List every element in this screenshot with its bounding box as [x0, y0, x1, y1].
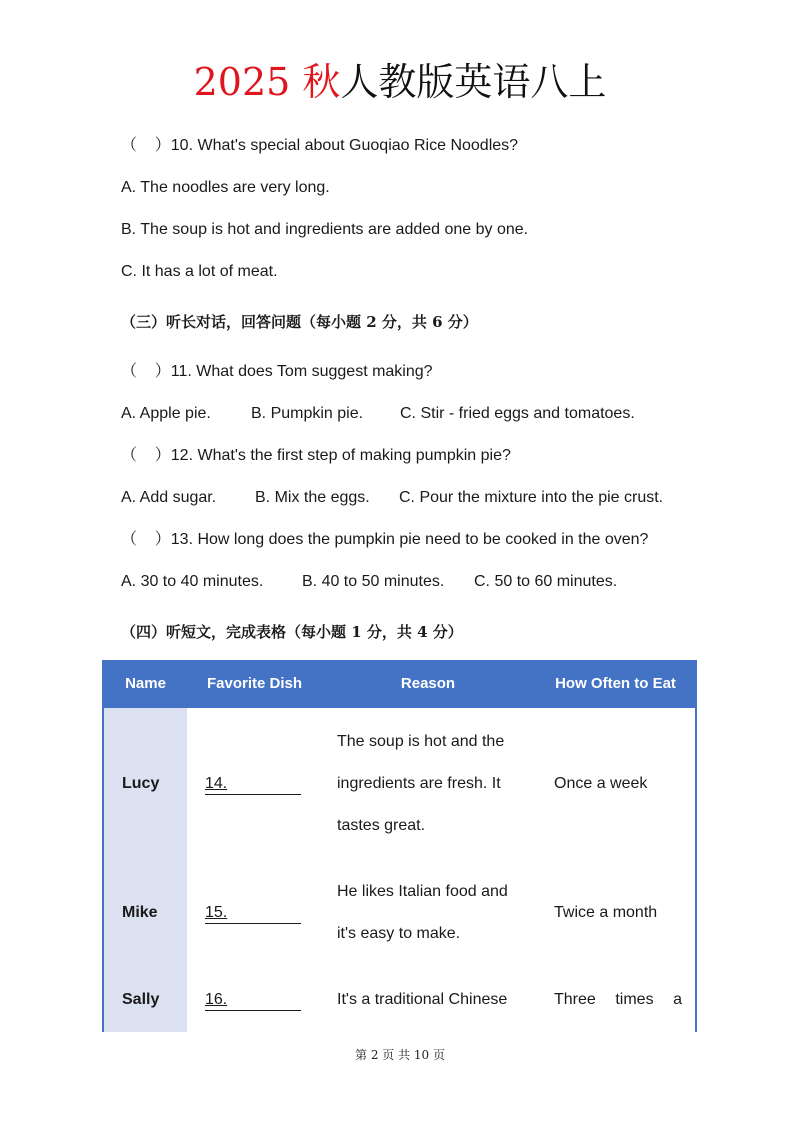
- question-11-option-a: A. Apple pie.: [121, 405, 211, 422]
- question-12-option-c: C. Pour the mixture into the pie crust.: [399, 489, 664, 506]
- question-13-option-b: B. 40 to 50 minutes.: [302, 573, 445, 590]
- question-13-stem: （ ）13. How long does the pumpkin pie need to be cooked in the oven?: [121, 531, 649, 548]
- question-10-option-c: C. It has a lot of meat.: [121, 263, 278, 280]
- dish-table: [102, 660, 697, 1032]
- header-name: Name: [125, 675, 166, 692]
- header-how-often: How Often to Eat: [555, 675, 676, 692]
- reason-line: The soup is hot and the: [337, 733, 505, 750]
- section-4-heading: （四）听短文，完成表格（每小题 1 分，共 4 分）: [121, 623, 463, 641]
- header-reason: Reason: [400, 675, 456, 692]
- reason-line: it's easy to make.: [337, 925, 461, 942]
- question-11-option-c: C. Stir - fried eggs and tomatoes.: [400, 405, 635, 422]
- question-10-option-a: A. The noodles are very long.: [121, 179, 330, 196]
- row-sally-reason: [337, 979, 519, 1021]
- question-10-stem: （ ）10. What's special about Guoqiao Rice Noodles?: [121, 137, 519, 154]
- row-mike-blank[interactable]: [205, 892, 301, 934]
- answer-blank-14[interactable]: 14.: [205, 774, 301, 795]
- title-year: 2025 秋: [193, 60, 341, 104]
- page-title: [0, 56, 800, 108]
- question-13-option-c: C. 50 to 60 minutes.: [474, 573, 618, 590]
- question-12-option-a: A. Add sugar.: [121, 489, 217, 506]
- row-sally-frequency: Three times a: [554, 991, 682, 1008]
- row-sally-blank[interactable]: [205, 979, 301, 1021]
- row-sally-name: Sally: [122, 991, 160, 1008]
- answer-blank-16[interactable]: 16.: [205, 990, 301, 1011]
- row-lucy-blank[interactable]: [205, 763, 301, 805]
- question-12-stem: （ ）12. What's the first step of making pumpkin pie?: [121, 447, 511, 464]
- page-footer: 第 2 页 共 10 页: [355, 1048, 445, 1062]
- question-11-option-b: B. Pumpkin pie.: [251, 405, 364, 422]
- question-13-option-a: A. 30 to 40 minutes.: [121, 573, 264, 590]
- reason-line: tastes great.: [337, 817, 426, 834]
- question-12-option-b: B. Mix the eggs.: [255, 489, 370, 506]
- question-10-option-b: B. The soup is hot and ingredients are added one by one.: [121, 221, 529, 238]
- row-lucy-reason: [337, 721, 519, 847]
- reason-line: It's a traditional Chinese: [337, 991, 508, 1008]
- reason-line: ingredients are fresh. It: [337, 775, 501, 792]
- row-mike-name: Mike: [122, 904, 158, 921]
- header-favorite-dish: Favorite Dish: [206, 675, 303, 692]
- row-lucy-frequency: Once a week: [554, 775, 648, 792]
- reason-line: He likes Italian food and: [337, 883, 508, 900]
- section-3-heading: （三）听长对话，回答问题（每小题 2 分，共 6 分）: [121, 313, 478, 331]
- question-11-stem: （ ）11. What does Tom suggest making?: [121, 363, 433, 380]
- answer-blank-15[interactable]: 15.: [205, 903, 301, 924]
- row-lucy-name: Lucy: [122, 775, 160, 792]
- row-mike-reason: [337, 871, 519, 955]
- row-mike-frequency: Twice a month: [554, 904, 658, 921]
- title-text: 人教版英语八上: [340, 60, 607, 104]
- table-header-row: [104, 660, 695, 708]
